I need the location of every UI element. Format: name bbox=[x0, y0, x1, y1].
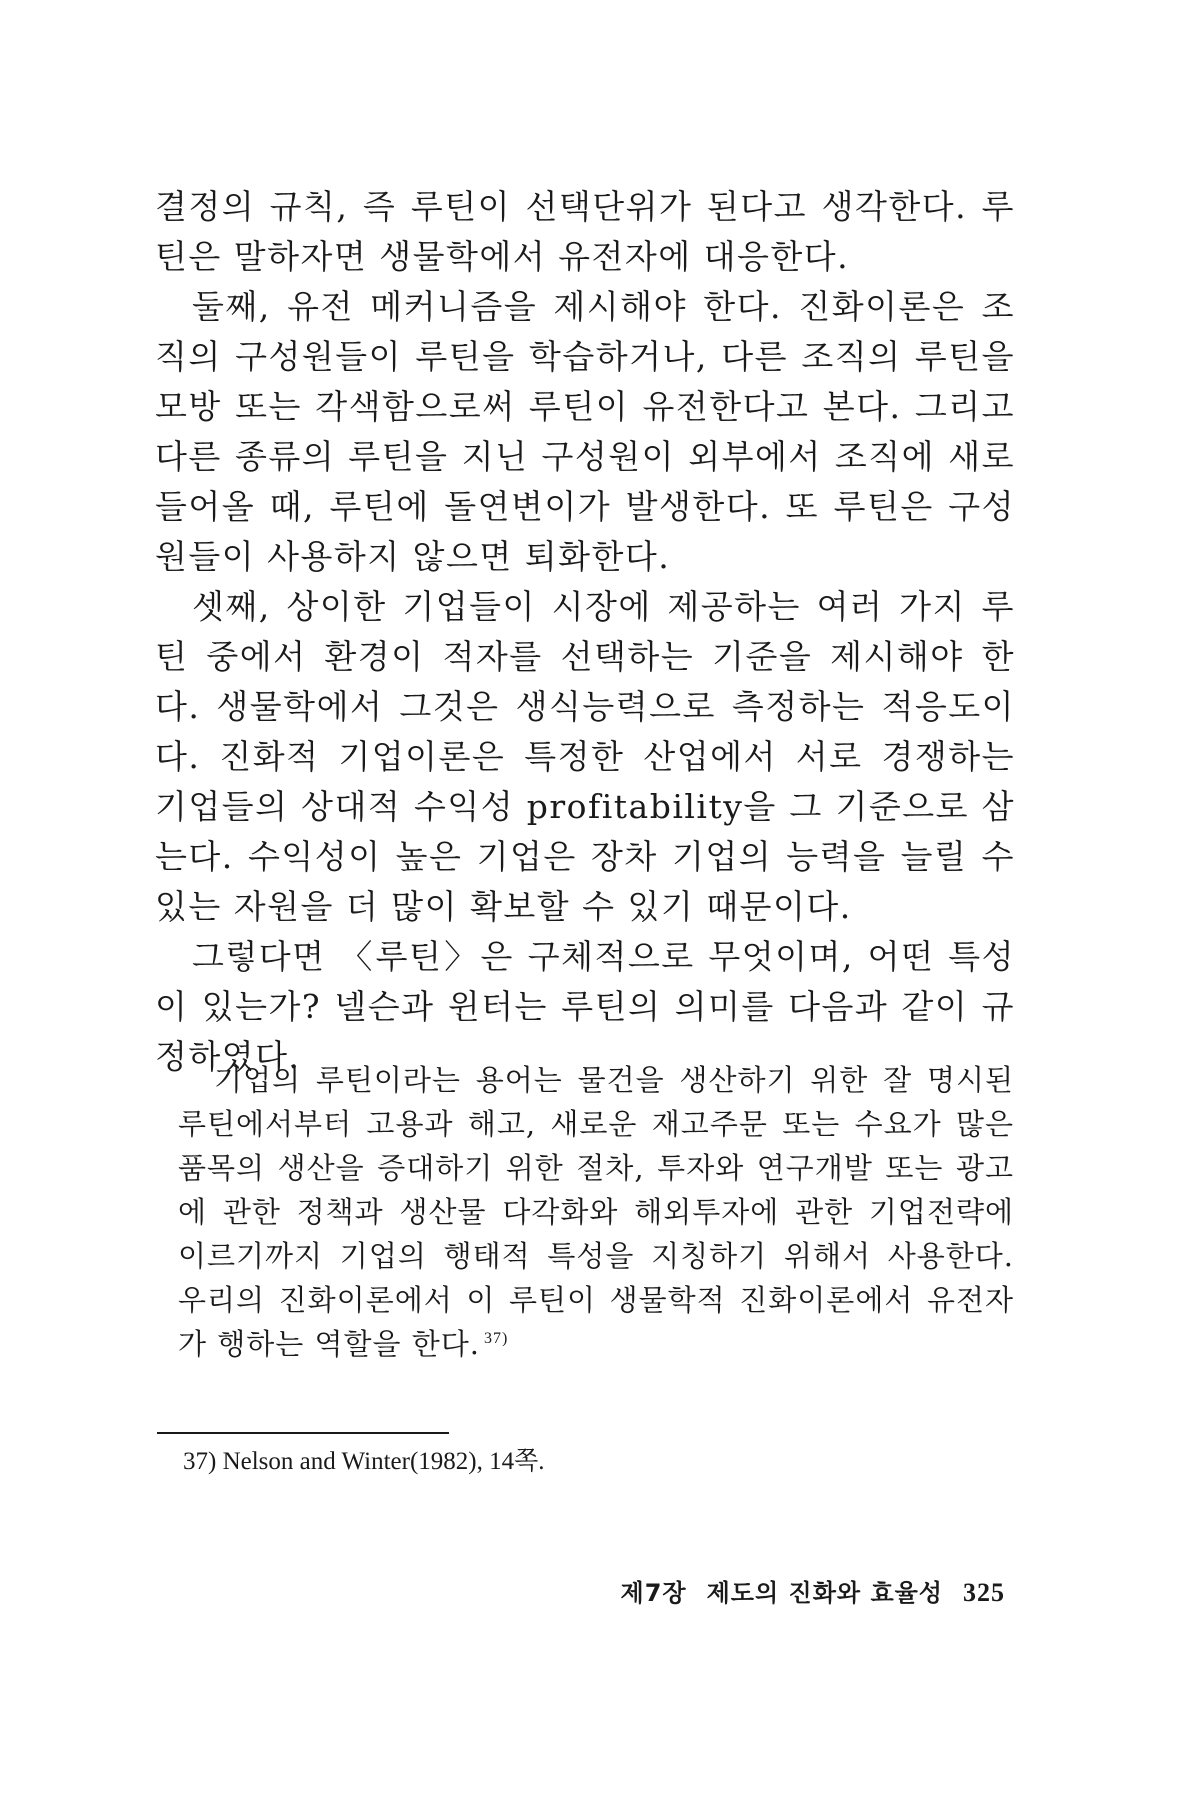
block-quote-text bbox=[178, 1058, 1014, 1366]
running-footer bbox=[621, 1578, 1005, 1608]
footnote: 37) Nelson and Winter(1982), 14쪽. bbox=[183, 1448, 545, 1475]
paragraph-2: 둘째, 유전 메커니즘을 제시해야 한다. 진화이론은 조직의 구성원들이 루틴을 학습하거나, 다른 조직의 루틴을 모방 또는 각색함으로써 루틴이 유전한다고 본다. 그리고 다른 종류의 루틴을 지닌 구성원이 외부에서 조직에 새로 들어올 때, 루틴에 돌연변이가 발생한다. 또 루틴은 구성원들이 사용하지 않으면 퇴화한다. bbox=[155, 287, 1015, 576]
block-quote bbox=[178, 1058, 1014, 1366]
footer-title: 제도의 진화와 효율성 bbox=[706, 1579, 943, 1607]
page-number: 325 bbox=[963, 1578, 1005, 1607]
footnote-reference: 37) bbox=[484, 1330, 509, 1348]
footnote-divider bbox=[157, 1432, 449, 1434]
main-text bbox=[155, 182, 1015, 1082]
block-quote-body: 기업의 루틴이라는 용어는 물건을 생산하기 위한 잘 명시된 루틴에서부터 고용과 해고, 새로운 재고주문 또는 수요가 많은 품목의 생산을 증대하기 위한 절차, 투자와 연구개발 또는 광고에 관한 정책과 생산물 다각화와 해외투자에 관한 기업전략에 이르기까지 기업의 행태적 특성을 지칭하기 위해서 사용한다. 우리의 진화이론에서 이 루틴이 생물학적 진화이론에서 유전자가 행하는 역할을 한다. bbox=[178, 1063, 1014, 1361]
paragraph-1: 결정의 규칙, 즉 루틴이 선택단위가 된다고 생각한다. 루틴은 말하자면 생물학에서 유전자에 대응한다. bbox=[155, 187, 1015, 276]
footer-chapter: 제7장 bbox=[620, 1579, 687, 1607]
paragraph-4: 그렇다면 〈루틴〉은 구체적으로 무엇이며, 어떤 특성이 있는가? 넬슨과 윈터는 루틴의 의미를 다음과 같이 규정하였다. bbox=[155, 937, 1015, 1076]
paragraph-3: 셋째, 상이한 기업들이 시장에 제공하는 여러 가지 루틴 중에서 환경이 적자를 선택하는 기준을 제시해야 한다. 생물학에서 그것은 생식능력으로 측정하는 적응도이다. 진화적 기업이론은 특정한 산업에서 서로 경쟁하는 기업들의 상대적 수익성 profitability을 그 기준으로 삼는다. 수익성이 높은 기업은 장차 기업의 능력을 늘릴 수 있는 자원을 더 많이 확보할 수 있기 때문이다. bbox=[155, 587, 1015, 926]
